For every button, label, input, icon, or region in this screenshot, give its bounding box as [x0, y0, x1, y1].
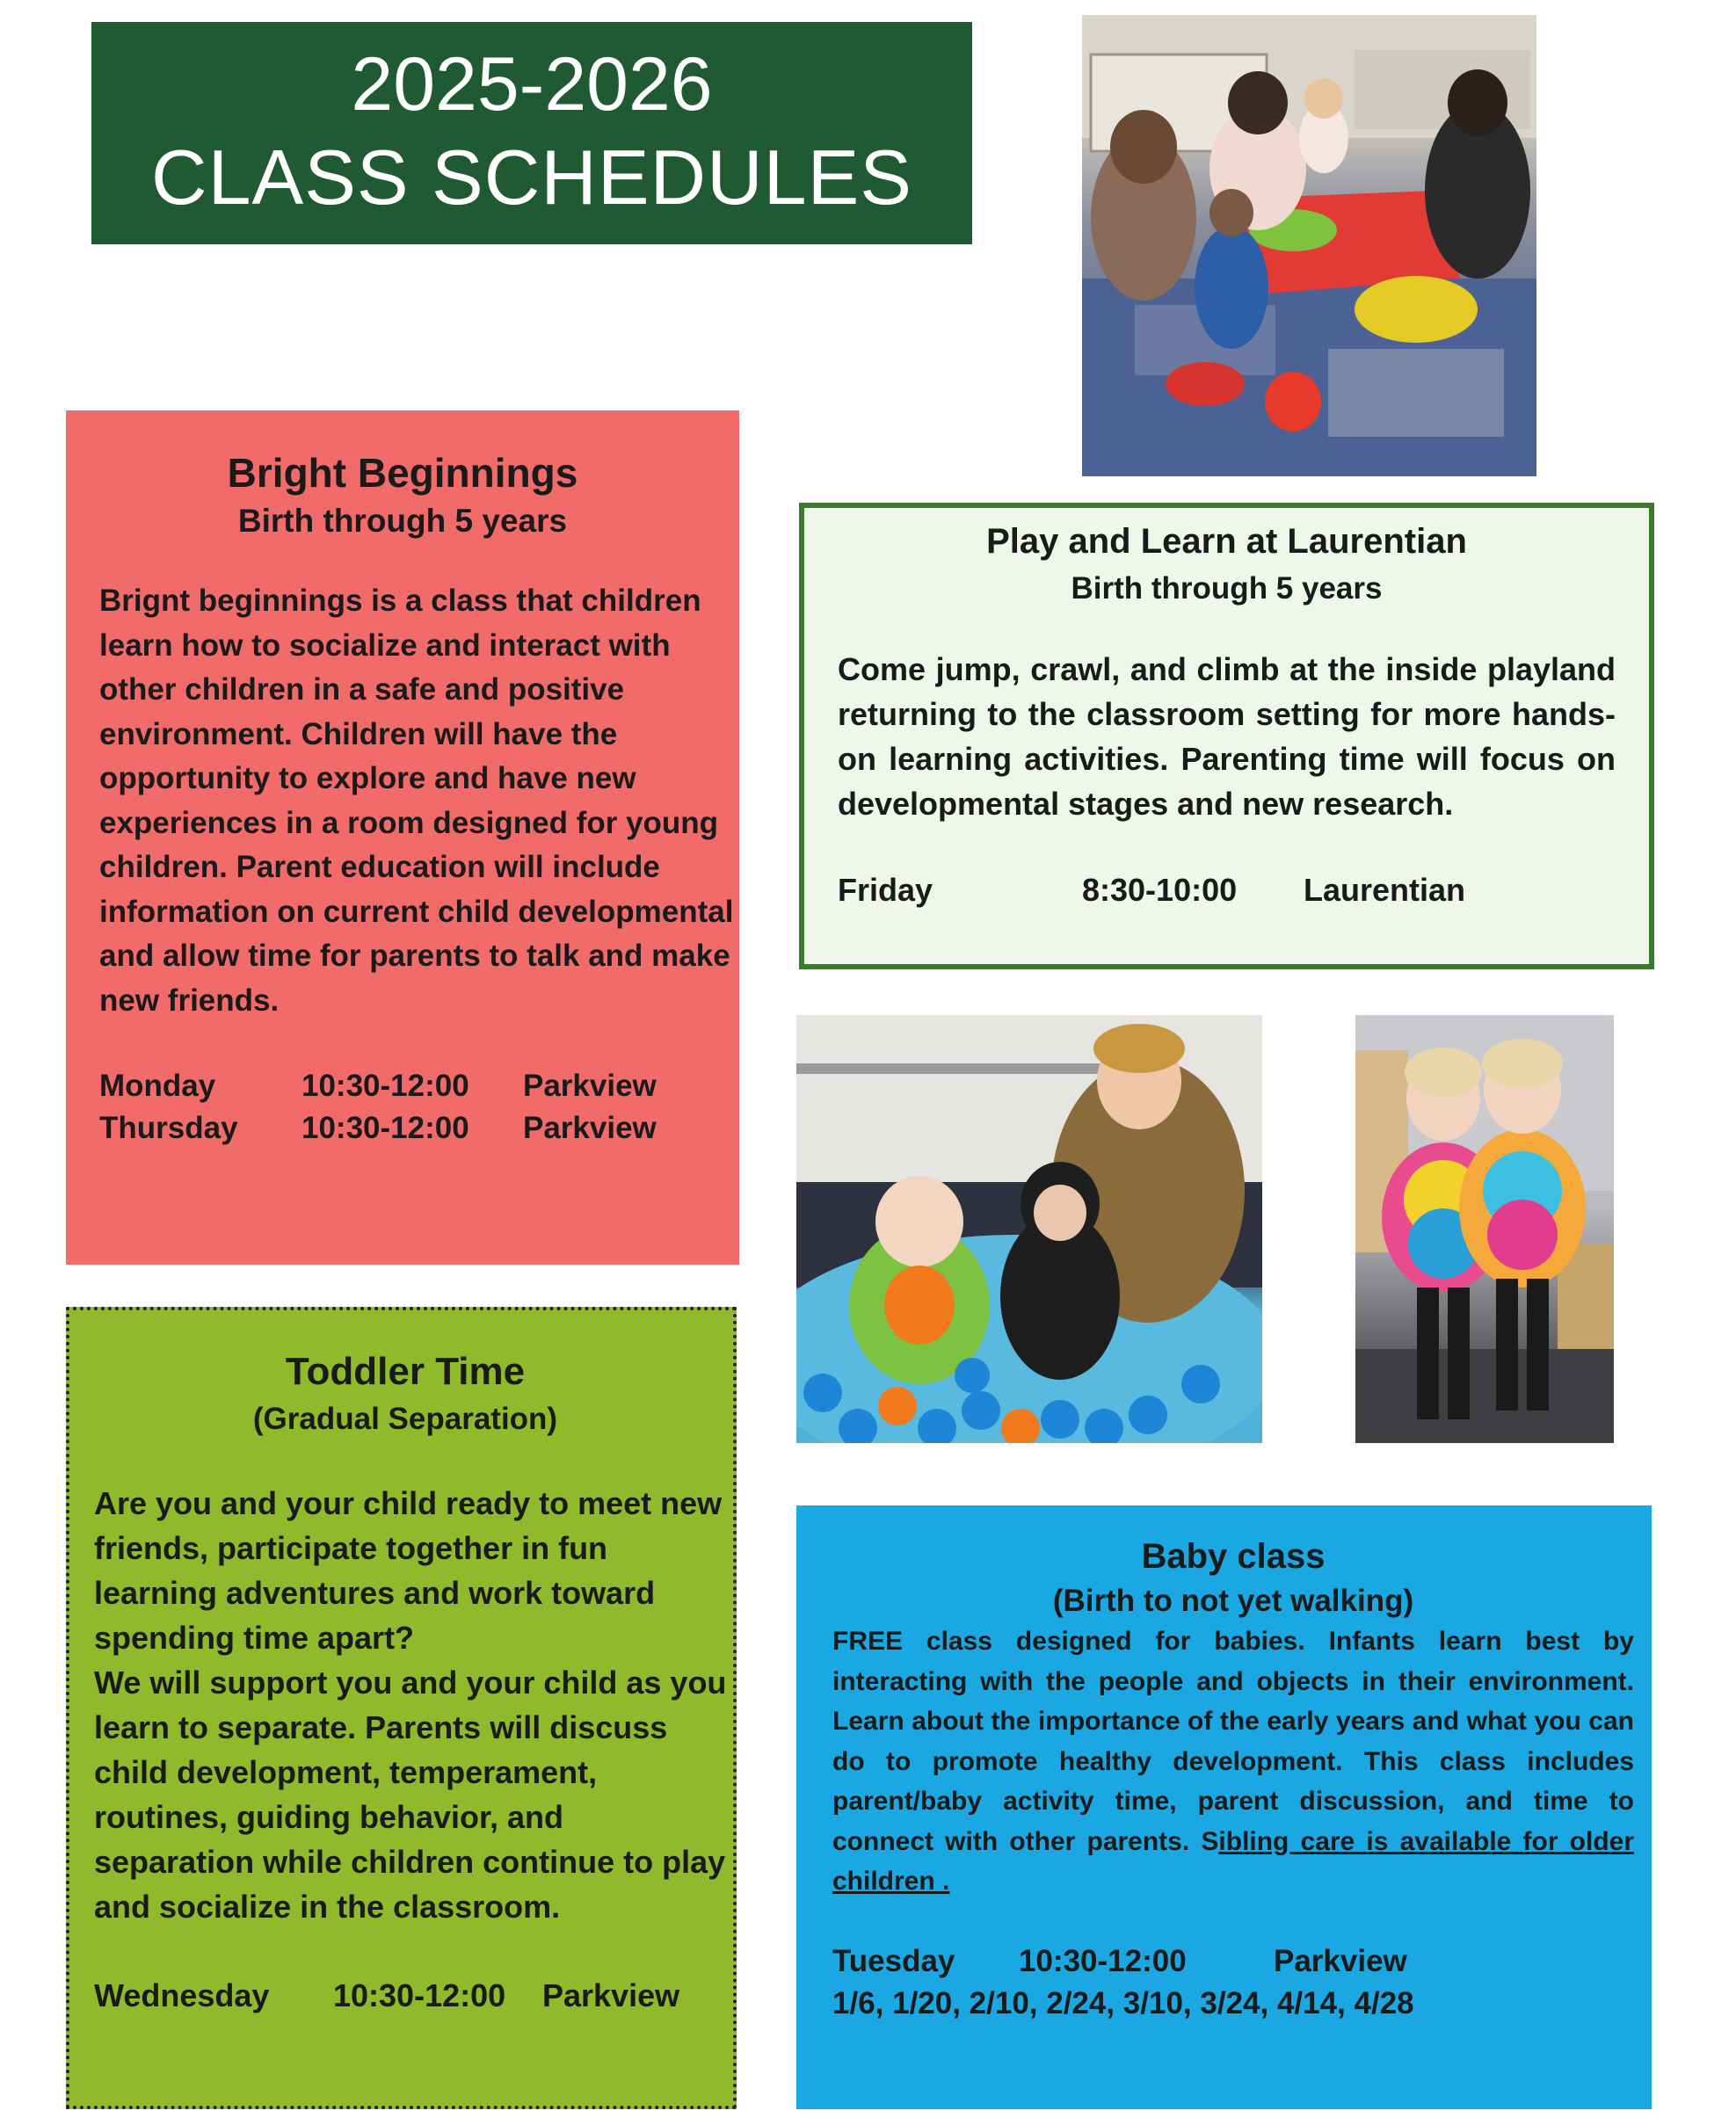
schedule-day: Thursday — [99, 1111, 238, 1145]
card-description: Brignt beginnings is a class that children learn how to socialize and interact with other children in a safe and positive environment. Children will have the opportunity to explore and have new experiences in a room designed for young children. Parent education will include information on current child developmental and allow time for parents to talk and make new friends. — [99, 584, 734, 1018]
schedule-row — [94, 1975, 733, 2017]
schedule-location: Parkview — [542, 1977, 680, 2013]
schedule-year: 2025-2026 — [351, 41, 713, 127]
card-title: Toddler Time — [285, 1350, 526, 1393]
schedule-time: 10:30-12:00 — [301, 1069, 469, 1103]
schedule-location: Parkview — [523, 1111, 657, 1145]
sibling-care-note: ibling care is available for older children . — [832, 1826, 1634, 1896]
card-description-text: FREE class designed for babies. Infants learn best by interacting with the people and objects in their environment. Learn about the importance of the early years and what you can do to promote healthy development. This class includes parent/baby activity time, parent discussion, and time to connect with other parents. S — [832, 1627, 1634, 1856]
schedule-list — [94, 1975, 733, 2017]
schedule-row — [832, 1940, 1634, 1983]
schedule-time: 8:30-10:00 — [1082, 872, 1238, 908]
schedule-day: Monday — [99, 1069, 216, 1103]
class-dates: 1/6, 1/20, 2/10, 2/24, 3/10, 3/24, 4/14, 4/28 — [832, 1985, 1414, 2020]
schedule-list — [99, 1065, 739, 1150]
classroom-photo — [1082, 15, 1536, 476]
schedule-time: 10:30-12:00 — [333, 1977, 506, 2013]
schedule-location: Parkview — [1274, 1943, 1407, 1978]
card-title: Play and Learn at Laurentian — [986, 522, 1467, 561]
card-subtitle: Birth through 5 years — [1071, 571, 1383, 606]
schedule-day: Tuesday — [832, 1943, 955, 1978]
play-and-learn-card — [799, 503, 1654, 969]
schedule-row — [99, 1065, 739, 1107]
card-subtitle: (Gradual Separation) — [252, 1402, 558, 1436]
card-subtitle: Birth through 5 years — [237, 503, 568, 539]
ball-pit-photo — [796, 1015, 1262, 1443]
schedule-time: 10:30-12:00 — [1019, 1943, 1187, 1978]
schedule-time: 10:30-12:00 — [301, 1111, 469, 1145]
bright-beginnings-card — [66, 410, 739, 1265]
schedule-list — [838, 869, 1616, 911]
schedule-day: Friday — [838, 872, 933, 908]
card-description: Are you and your child ready to meet new friends, participate together in fun learning adventures and work toward spending time apart? We will support you and your child as you learn to separate. Parents will discuss child development, temperament, routines, guiding behavior, and separation while children continue to play and socialize in the classroom. — [94, 1485, 727, 1925]
toddler-time-card — [66, 1307, 737, 2109]
schedule-list — [832, 1940, 1634, 2025]
schedule-location: Parkview — [523, 1069, 657, 1103]
card-description — [832, 1621, 1634, 1902]
baby-class-card — [796, 1505, 1652, 2109]
schedule-row — [838, 869, 1616, 911]
ball-pit-photo-art — [796, 1015, 1262, 1443]
schedule-location: Laurentian — [1304, 872, 1466, 908]
schedule-day: Wednesday — [94, 1977, 270, 2013]
card-title: Baby class — [1141, 1537, 1326, 1576]
twins-photo-art — [1355, 1015, 1614, 1443]
card-description: Come jump, crawl, and climb at the inside playland returning to the classroom setting for more hands-on learning activities. Parenting time will focus on developmental stages and new research. — [838, 651, 1616, 822]
card-title: Bright Beginnings — [227, 450, 578, 496]
title-banner — [91, 22, 972, 244]
card-subtitle: (Birth to not yet walking) — [1052, 1584, 1414, 1618]
schedule-row — [99, 1107, 739, 1150]
page-title: CLASS SCHEDULES — [151, 133, 912, 221]
classroom-photo-art — [1082, 15, 1536, 476]
twins-photo — [1355, 1015, 1614, 1443]
